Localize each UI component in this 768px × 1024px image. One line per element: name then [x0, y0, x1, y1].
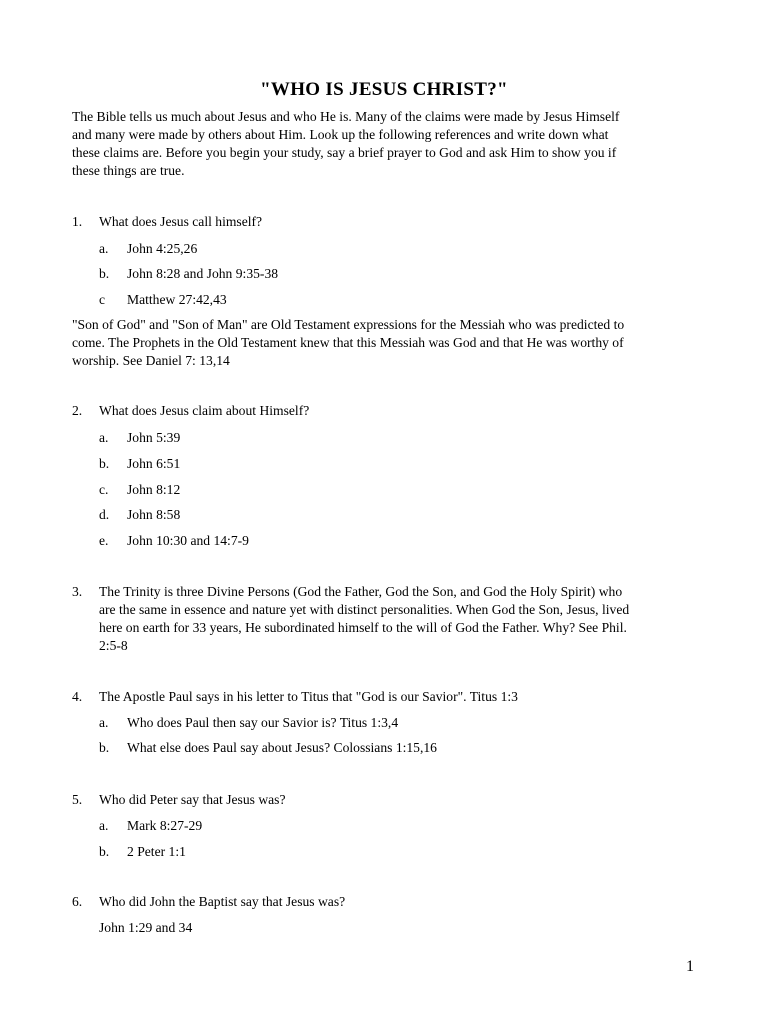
question-number: 5.: [72, 792, 83, 807]
item-letter: b.: [99, 266, 110, 281]
item-reference: John 10:30 and 14:7-9: [127, 533, 249, 548]
item-letter: c.: [99, 482, 109, 497]
item-reference: John 4:25,26: [127, 241, 198, 256]
item-letter: b.: [99, 456, 110, 471]
question-text: What does Jesus claim about Himself?: [99, 403, 310, 418]
item-letter: b.: [99, 740, 110, 755]
question-number: 3.: [72, 584, 83, 599]
item-reference: Matthew 27:42,43: [127, 292, 227, 307]
item-reference: What else does Paul say about Jesus? Colossians 1:15,16: [127, 740, 437, 755]
item-reference: John 6:51: [127, 456, 181, 471]
item-letter: a.: [99, 715, 109, 730]
item-reference: 2 Peter 1:1: [127, 844, 186, 859]
question-note: "Son of God" and "Son of Man" are Old Testament expressions for the Messiah who was predicted to come. The Prophets in the Old Testament knew that this Messiah was God and that He was worthy of worship. See Daniel 7: 13,14: [72, 317, 625, 368]
question-text: The Trinity is three Divine Persons (God the Father, God the Son, and God the Holy Spirit) who are the same in essence and nature yet with distinct personalities. When God the Son, Jesus, lived here on earth for 33 years, He subordinated himself to the will of God the Father. Why? See Phil. 2:5-8: [99, 584, 630, 653]
question-text: What does Jesus call himself?: [99, 214, 263, 229]
question-text: The Apostle Paul says in his letter to Titus that "God is our Savior". Titus 1:3: [99, 689, 518, 704]
item-reference: Who does Paul then say our Savior is? Titus 1:3,4: [127, 715, 399, 730]
question-number: 6.: [72, 894, 83, 909]
question-text: Who did Peter say that Jesus was?: [99, 792, 286, 807]
item-letter: b.: [99, 844, 110, 859]
question-text: Who did John the Baptist say that Jesus was?: [99, 894, 346, 909]
page-title: "WHO IS JESUS CHRIST?": [260, 79, 508, 100]
item-reference: John 5:39: [127, 430, 181, 445]
intro-paragraph: The Bible tells us much about Jesus and who He is. Many of the claims were made by Jesus Himself and many were made by others about Him. Look up the following references and write down what these claims are. Before you begin your study, say a brief prayer to God and ask Him to show you if these things are true.: [72, 109, 620, 178]
question-number: 2.: [72, 403, 83, 418]
question-answer-reference: John 1:29 and 34: [99, 920, 193, 935]
question-number: 4.: [72, 689, 83, 704]
item-letter: a.: [99, 818, 109, 833]
question-number: 1.: [72, 214, 83, 229]
item-letter: e.: [99, 533, 109, 548]
item-letter: c: [99, 292, 106, 307]
item-letter: a.: [99, 430, 109, 445]
item-reference: John 8:12: [127, 482, 181, 497]
page-number: 1: [686, 958, 694, 975]
item-letter: a.: [99, 241, 109, 256]
item-letter: d.: [99, 507, 110, 522]
item-reference: John 8:58: [127, 507, 181, 522]
item-reference: Mark 8:27-29: [127, 818, 203, 833]
item-reference: John 8:28 and John 9:35-38: [127, 266, 279, 281]
